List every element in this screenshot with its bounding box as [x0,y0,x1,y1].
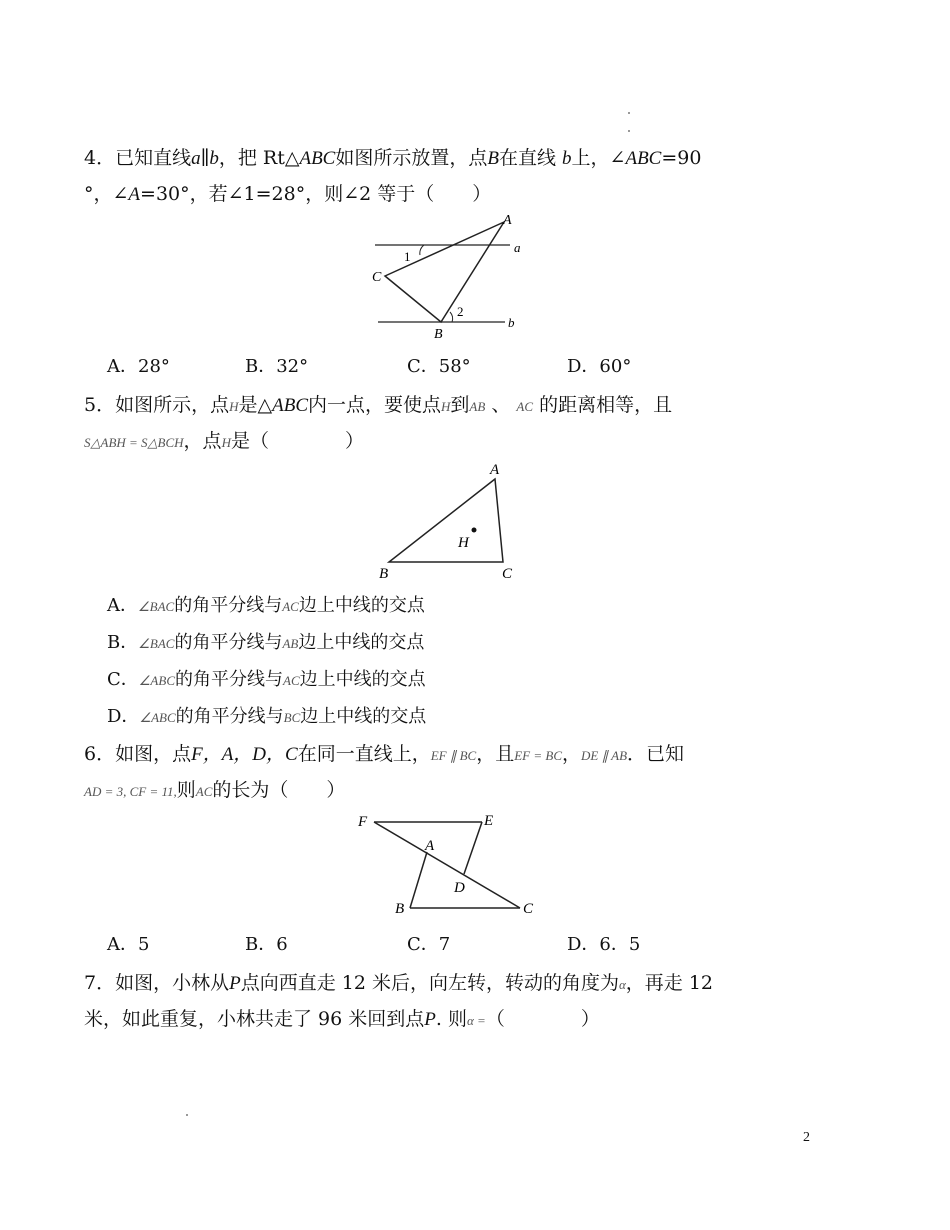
q5-option-c[interactable]: C．∠ABC的角平分线与AC边上中线的交点 [107,669,426,690]
q5-figure [370,458,530,583]
label-2: 2 [457,304,464,319]
area-formula: S△ABH = S△BCH [84,435,184,450]
q6-line-1: 6．如图，点F，A，D，C在同一直线上，EF ∥ BC，且EF = BC，DE ∥ AB．已知 [84,743,685,765]
triangle-abc [389,479,503,562]
page-number: 2 [803,1130,810,1145]
segment-AB [410,852,427,908]
triangle-abc [385,222,504,322]
q6-line-2: AD = 3, CF = 11,则AC的长为（ ） [84,779,346,801]
q4-option-b[interactable]: B．32° [245,356,309,377]
label-B: B [434,327,443,342]
scan-dot [628,130,630,132]
scan-dot [186,1114,188,1116]
label-C: C [372,270,382,285]
q6-option-b[interactable]: B．6 [245,934,288,955]
q6-option-d[interactable]: D．6．5 [567,934,641,955]
q4-line-1: 4．已知直线a∥b，把 Rt△ABC如图所示放置，点B在直线 b上，∠ABC=90 [84,147,702,169]
label-B: B [395,901,405,917]
angle-1-arc [420,245,424,255]
q6-option-a[interactable]: A．5 [107,934,150,955]
label-C: C [502,566,513,582]
q6-option-c[interactable]: C．7 [407,934,451,955]
label-A: A [503,213,512,228]
label-F: F [358,814,368,830]
q5-option-d[interactable]: D．∠ABC的角平分线与BC边上中线的交点 [107,706,427,727]
q7-line-1: 7．如图，小林从P点向西直走 12 米后，向左转，转动的角度为α，再走 12 [84,972,714,994]
q4-line-2: °，∠A=30°，若∠1=28°，则∠2 等于（ ） [84,183,492,205]
scan-dot [628,112,630,114]
q7-line-2: 米，如此重复，小林共走了 96 米回到点P. 则α =（ ） [84,1008,600,1030]
point-H [472,528,477,533]
q5-line-1: 5．如图所示，点H是△ABC内一点，要使点H到AB 、 AC 的距离相等，且 [84,394,673,416]
segment-FC [374,822,520,908]
angle-2-arc [450,312,453,322]
q4-option-c[interactable]: C．58° [407,356,471,377]
q5-option-b[interactable]: B．∠BAC的角平分线与AB边上中线的交点 [107,632,425,653]
label-b: b [508,315,515,330]
label-E: E [484,813,494,829]
given-values: AD = 3, CF = 11, [84,784,177,799]
label-H: H [458,535,469,551]
q6-figure [350,806,550,921]
label-A: A [490,462,500,478]
label-D: D [454,880,465,896]
label-1: 1 [404,249,411,264]
q4-option-a[interactable]: A．28° [107,356,170,377]
q4-figure [360,208,530,344]
q4-option-d[interactable]: D．60° [567,356,632,377]
label-C: C [523,901,534,917]
q5-line-2: S△ABH = S△BCH，点H是（ ） [84,430,364,452]
q5-option-a[interactable]: A．∠BAC的角平分线与AC边上中线的交点 [107,595,425,616]
label-A: A [425,838,435,854]
label-B: B [379,566,389,582]
segment-ED [464,822,482,874]
label-a: a [514,240,521,255]
